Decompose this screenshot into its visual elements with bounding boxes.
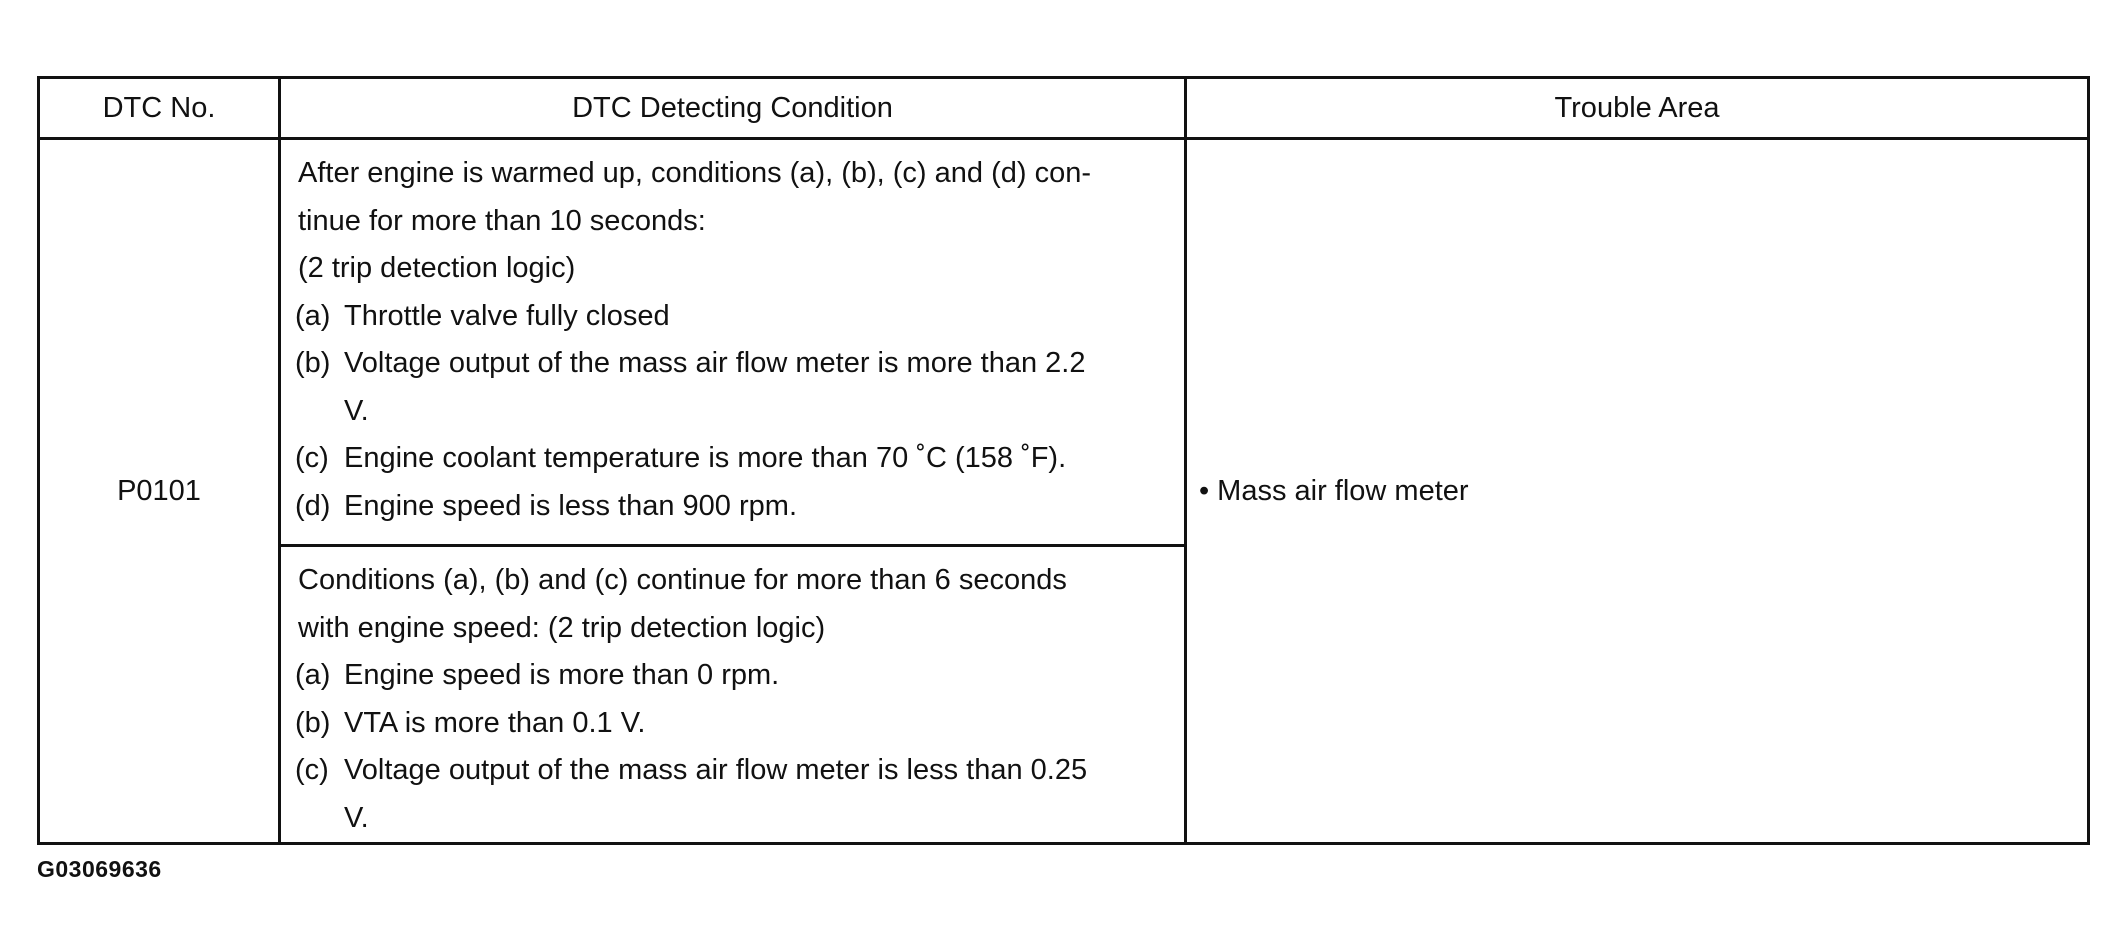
trouble-area-cell bbox=[1186, 139, 2089, 844]
item-text: V. bbox=[344, 394, 369, 427]
header-detecting-condition: DTC Detecting Condition bbox=[280, 78, 1186, 139]
condition-text: with engine speed: (2 trip detection logic) bbox=[298, 611, 826, 644]
dtc-table bbox=[37, 76, 2090, 845]
item-marker: (c) bbox=[295, 442, 329, 474]
condition-item bbox=[295, 747, 1154, 842]
item-text: Voltage output of the mass air flow meter is more than 2.2 bbox=[344, 347, 1086, 379]
item-marker: (b) bbox=[295, 347, 331, 379]
condition-item bbox=[295, 652, 1154, 700]
condition-text: tinue for more than 10 seconds: bbox=[298, 204, 706, 237]
dtc-number: P0101 bbox=[39, 139, 280, 844]
item-text: Engine coolant temperature is more than 70 ˚C (158 ˚F). bbox=[344, 442, 1067, 474]
item-text: VTA is more than 0.1 V. bbox=[344, 706, 646, 739]
condition-cell-1 bbox=[280, 139, 1186, 546]
condition-text: After engine is warmed up, conditions (a), (b), (c) and (d) con- bbox=[298, 157, 1091, 189]
item-marker: (a) bbox=[295, 659, 331, 691]
condition-text: Conditions (a), (b) and (c) continue for more than 6 seconds bbox=[298, 564, 1067, 596]
header-row bbox=[39, 78, 2089, 139]
item-text: Voltage output of the mass air flow meter is less than 0.25 bbox=[344, 754, 1088, 786]
condition-text: (2 trip detection logic) bbox=[298, 252, 576, 284]
condition-item bbox=[295, 435, 1154, 483]
condition-item bbox=[295, 483, 1154, 531]
condition-item bbox=[295, 340, 1154, 435]
item-marker: (a) bbox=[295, 299, 331, 332]
header-trouble-area: Trouble Area bbox=[1186, 78, 2089, 139]
item-text: Throttle valve fully closed bbox=[344, 299, 670, 332]
condition-item bbox=[295, 700, 1154, 748]
item-marker: (b) bbox=[295, 706, 331, 739]
item-marker: (d) bbox=[295, 489, 331, 522]
bullet-icon: • bbox=[1199, 474, 1210, 507]
condition-cell-2 bbox=[280, 546, 1186, 844]
figure-id: G03069636 bbox=[37, 856, 162, 882]
item-marker: (c) bbox=[295, 754, 329, 786]
header-dtc-no: DTC No. bbox=[39, 78, 280, 139]
item-text: Engine speed is more than 0 rpm. bbox=[344, 659, 780, 691]
condition-item bbox=[295, 293, 1154, 341]
item-text: Engine speed is less than 900 rpm. bbox=[344, 489, 797, 522]
item-text: V. bbox=[344, 801, 369, 834]
table-row bbox=[39, 139, 2089, 546]
trouble-area-text: Mass air flow meter bbox=[1217, 474, 1469, 507]
